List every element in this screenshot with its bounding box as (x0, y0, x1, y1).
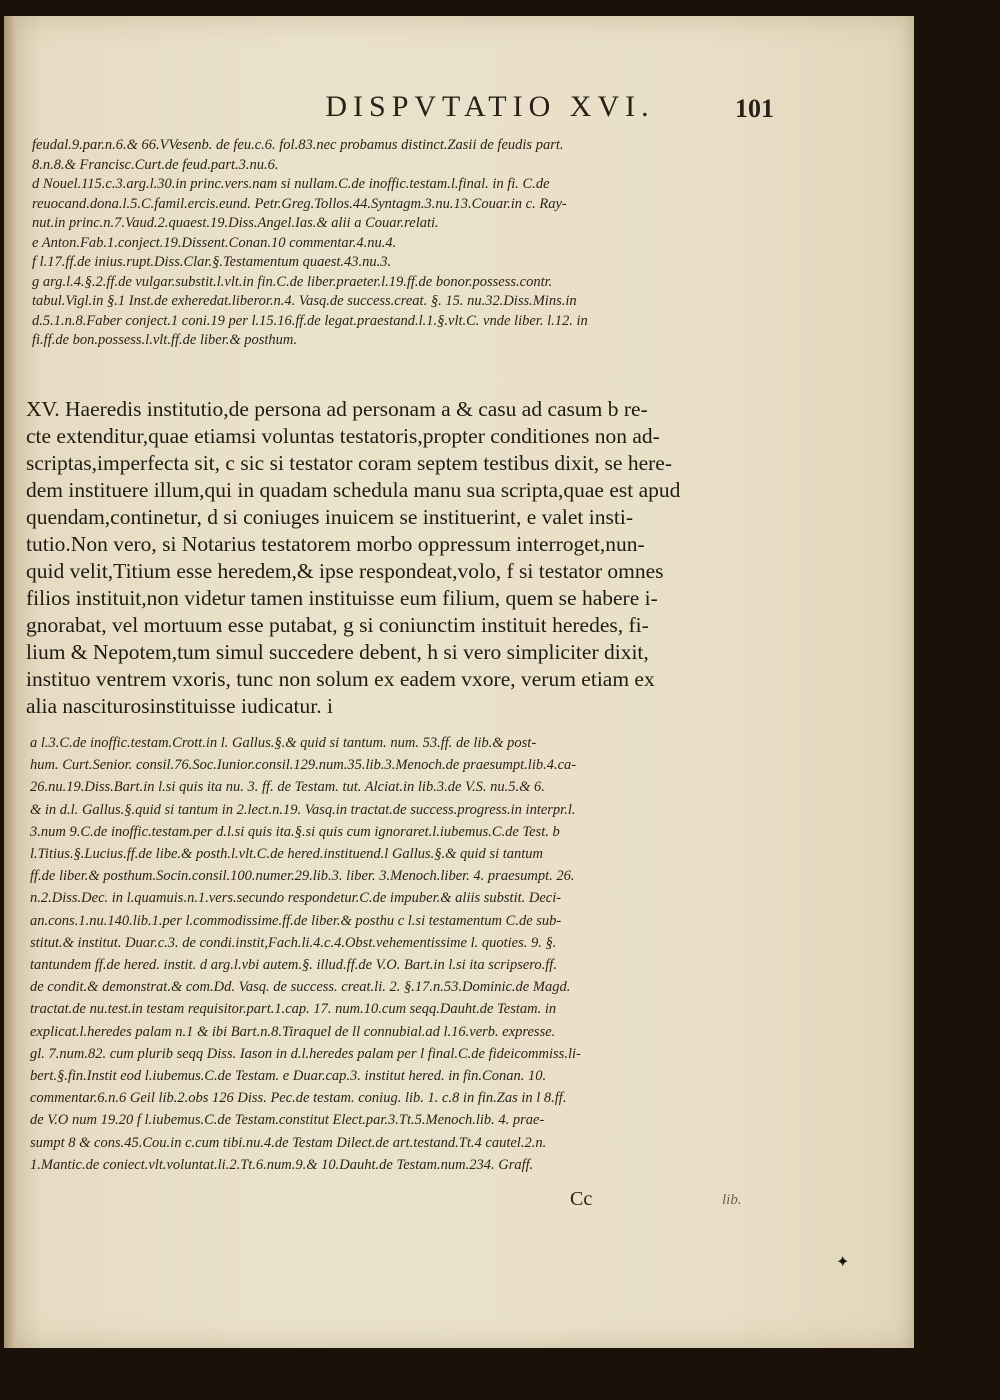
footnote-line: reuocand.dona.l.5.C.famil.ercis.eund. Petr.Greg.Tollos.44.Syntagm.3.nu.13.Couar.in c. Ray- (32, 195, 567, 212)
footnote-line: an.cons.1.nu.140.lib.1.per l.commodissime.ff.de liber.& posthu c l.si testamentum C.de sub- (30, 912, 562, 929)
body-line: alia nasciturosinstituisse iudicatur. i (26, 694, 333, 718)
footnote-line: de V.O num 19.20 f l.iubemus.C.de Testam.constitut Elect.par.3.Tt.5.Menoch.lib. 4. prae- (30, 1112, 545, 1129)
footnote-line: bert.§.fin.Instit eod l.iubemus.C.de Testam. e Duar.cap.3. institut hered. in fin.Conan. 10. (30, 1068, 547, 1085)
footnote-line: f l.17.ff.de inius.rupt.Diss.Clar.§.Testamentum quaest.43.nu.3. (32, 254, 392, 270)
footnote-line: l.Titius.§.Lucius.ff.de libe.& posth.l.vlt.C.de hered.instituend.l Gallus.§.& quid si tantum (30, 846, 544, 863)
footnotes-continued (32, 136, 772, 351)
footnote-line: de condit.& demonstrat.& com.Dd. Vasq. de success. creat.li. 2. §.17.n.53.Dominic.de Magd. (30, 979, 571, 996)
page-gutter (4, 16, 16, 1348)
signature-mark: Cc (570, 1188, 593, 1210)
body-line: quid velit,Titium esse heredem,& ipse respondeat,volo, f si testator omnes (26, 559, 664, 583)
footnote-line: gl. 7.num.82. cum plurib seqq Diss. Iason in d.l.heredes palam per l final.C.de fideicommiss.li- (30, 1045, 581, 1062)
footnote-line: n.2.Diss.Dec. in l.quamuis.n.1.vers.secundo respondetur.C.de impuber.& aliis substit. Deci- (30, 890, 562, 907)
footnote-line: 1.Mantic.de coniect.vlt.voluntat.li.2.Tt.6.num.9.& 10.Dauht.de Testam.num.234. Graff. (30, 1156, 534, 1173)
footnotes (30, 732, 780, 1176)
footnote-line: explicat.l.heredes palam n.1 & ibi Bart.n.8.Tiraquel de ll connubial.ad l.16.verb. expresse. (30, 1023, 556, 1040)
footnote-line: & in d.l. Gallus.§.quid si tantum in 2.lect.n.19. Vasq.in tractat.de success.progress.in interpr.l. (30, 801, 576, 818)
footnote-line: tantundem ff.de hered. instit. d arg.l.vbi autem.§. illud.ff.de V.O. Bart.in l.si ita scripsero.ff. (30, 957, 557, 974)
body-line: dem instituere illum,qui in quadam schedula manu sua scripta,quae est apud (26, 478, 681, 502)
ink-blot-icon: ✦ (836, 1252, 850, 1271)
footnote-line: commentar.6.n.6 Geil lib.2.obs 126 Diss. Pec.de testam. coniug. lib. 1. c.8 in fin.Zas in l 8.ff. (30, 1090, 567, 1107)
footnote-line: d Nouel.115.c.3.arg.l.30.in princ.vers.nam si nullam.C.de inoffic.testam.l.final. in fi. C.de (32, 176, 550, 192)
body-line: filios instituit,non videtur tamen instituisse eum filium, quem se habere i- (26, 586, 658, 610)
body-line: lium & Nepotem,tum simul succedere debent, h si vero simpliciter dixit, (26, 640, 649, 664)
footnote-line: tractat.de nu.test.in testam requisitor.part.1.cap. 17. num.10.cum seqq.Dauht.de Testam. in (30, 1001, 557, 1018)
body-line: cte extenditur,quae etiamsi voluntas testatoris,propter conditiones non ad- (26, 424, 660, 448)
body-line: instituo ventrem vxoris, tunc non solum ex eadem vxore, verum etiam ex (26, 667, 655, 691)
footnote-line: 8.n.8.& Francisc.Curt.de feud.part.3.nu.6. (32, 156, 279, 173)
footnote-line: 3.num 9.C.de inoffic.testam.per d.l.si quis ita.§.si quis cum ignoraret.l.iubemus.C.de Test. b (30, 823, 560, 840)
main-paragraph-xv (26, 396, 786, 720)
footnote-line: g arg.l.4.§.2.ff.de vulgar.substit.l.vlt.in fin.C.de liber.praeter.l.19.ff.de bonor.possess.contr. (32, 273, 553, 290)
footnote-line: nut.in princ.n.7.Vaud.2.quaest.19.Diss.Angel.Ias.& alii a Couar.relati. (32, 215, 439, 231)
footnote-line: fi.ff.de bon.possess.l.vlt.ff.de liber.& posthum. (32, 332, 298, 348)
footnote-line: sumpt 8 & cons.45.Cou.in c.cum tibi.nu.4.de Testam Dilect.de art.testand.Tt.4 cautel.2.n. (30, 1134, 547, 1151)
running-header: DISPVTATIO XVI. (325, 90, 655, 123)
body-line: quendam,continetur, d si coniuges inuicem se instituerint, e valet insti- (26, 505, 633, 529)
footnote-line: feudal.9.par.n.6.& 66.VVesenb. de feu.c.6. fol.83.nec probamus distinct.Zasii de feudis part. (32, 137, 564, 153)
page-number: 101 (735, 94, 774, 123)
footnote-line: d.5.1.n.8.Faber conject.1 coni.19 per l.15.16.ff.de legat.praestand.l.1.§.vlt.C. vnde liber. l.12. in (32, 312, 588, 329)
footnote-line: ff.de liber.& posthum.Socin.consil.100.numer.29.lib.3. liber. 3.Menoch.liber. 4. praesumpt. 26. (30, 868, 575, 885)
body-line: XV. Haeredis institutio,de persona ad personam a & casu ad casum b re- (26, 397, 648, 421)
footnote-line: stitut.& institut. Duar.c.3. de condi.instit,Fach.li.4.c.4.Obst.vehementissime l. quoties. 9. §. (30, 934, 557, 951)
footnote-line: tabul.Vigl.in §.1 Inst.de exheredat.liberor.n.4. Vasq.de success.creat. §. 15. nu.32.Diss.Mins.in (32, 293, 577, 309)
catchword: lib. (722, 1192, 742, 1208)
body-line: tutio.Non vero, si Notarius testatorem morbo oppressum interroget,nun- (26, 532, 645, 556)
body-line: gnorabat, vel mortuum esse putabat, g si coniunctim instituit heredes, fi- (26, 613, 649, 637)
footnote-line: 26.nu.19.Diss.Bart.in l.si quis ita nu. 3. ff. de Testam. tut. Alciat.in lib.3.de V.S. nu.5.& 6. (30, 779, 545, 796)
book-page (4, 16, 914, 1348)
footnote-line: a l.3.C.de inoffic.testam.Crott.in l. Gallus.§.& quid si tantum. num. 53.ff. de lib.& post- (30, 735, 537, 751)
footnote-line: e Anton.Fab.1.conject.19.Dissent.Conan.10 commentar.4.nu.4. (32, 234, 397, 251)
footnote-line: hum. Curt.Senior. consil.76.Soc.Iunior.consil.129.num.35.lib.3.Menoch.de praesumpt.lib.4.ca- (30, 757, 577, 774)
body-line: scriptas,imperfecta sit, c sic si testator coram septem testibus dixit, se here- (26, 451, 672, 475)
